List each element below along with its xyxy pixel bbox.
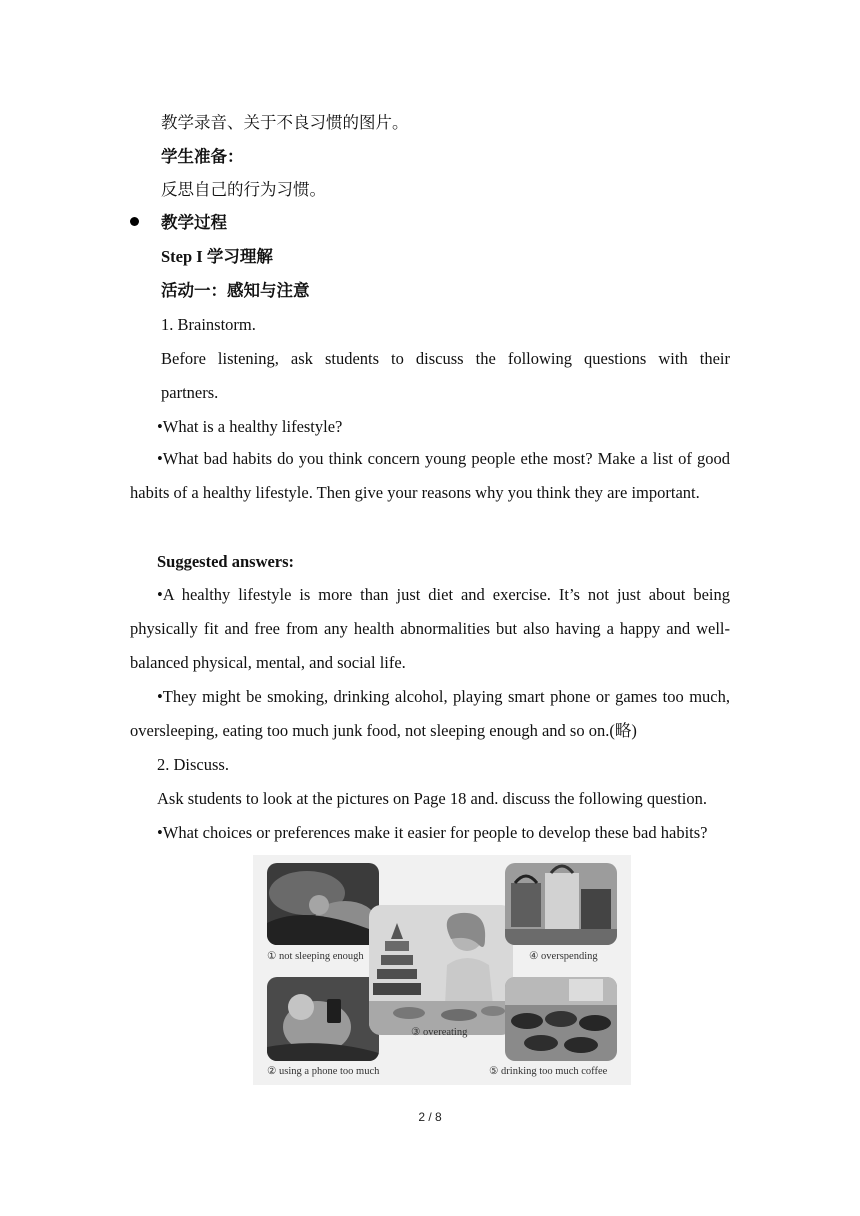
item2-instruction: Ask students to look at the pictures on Page 18 and. discuss the following question. xyxy=(157,789,707,808)
caption-drinking-coffee: ⑤ drinking too much coffee xyxy=(489,1066,608,1077)
question-healthy-lifestyle: •What is a healthy lifestyle? xyxy=(157,417,343,436)
page-number: 2 / 8 xyxy=(418,1110,442,1124)
bad-habits-figure xyxy=(253,855,631,1085)
item1-brainstorm: 1. Brainstorm. xyxy=(161,315,256,334)
student-prep-text: 反思自己的行为习惯。 xyxy=(161,180,326,199)
caption-using-phone: ② using a phone too much xyxy=(267,1066,380,1077)
suggested-answers-heading: Suggested answers: xyxy=(157,552,295,571)
caption-overeating: ③ overeating xyxy=(411,1027,468,1038)
caption-not-sleeping: ① not sleeping enough xyxy=(267,951,364,962)
photo-using-phone xyxy=(267,977,379,1061)
photo-drinking-coffee xyxy=(505,977,617,1061)
photo-overspending xyxy=(505,863,617,945)
teacher-materials-text: 教学录音、关于不良习惯的图片。 xyxy=(161,113,409,132)
activity1-heading: 活动一：感知与注意 xyxy=(161,281,310,300)
photo-overeating xyxy=(369,905,513,1035)
item1-instruction-line1: Before listening, ask students to discuss the following questions with their xyxy=(161,349,730,368)
item1-instruction-line2: partners. xyxy=(161,383,219,402)
caption-overspending: ④ overspending xyxy=(529,951,598,962)
answer-bad-habits: •They might be smoking, drinking alcohol, playing smart phone or games too much, oversleeping, eating too much junk food, not sleeping enough and so on.(略) xyxy=(130,687,730,740)
answer-healthy-lifestyle: •A healthy lifestyle is more than just diet and exercise. It’s not just about being physically fit and free from any health abnormalities but also having a happy and well-balanced physical, mental, and social life. xyxy=(130,585,730,672)
bullet-dot-icon xyxy=(130,217,139,226)
step1-heading: Step I 学习理解 xyxy=(161,247,273,266)
question-choices: •What choices or preferences make it easier for people to develop these bad habits? xyxy=(157,823,708,842)
question-bad-habits: •What bad habits do you think concern young people ethe most? Make a list of good habits of a healthy lifestyle. Then give your reasons why you think they are important. xyxy=(130,449,730,502)
photo-not-sleeping xyxy=(267,863,379,945)
item2-discuss: 2. Discuss. xyxy=(157,755,229,774)
student-prep-heading: 学生准备： xyxy=(161,147,244,166)
process-heading: 教学过程 xyxy=(161,213,227,232)
